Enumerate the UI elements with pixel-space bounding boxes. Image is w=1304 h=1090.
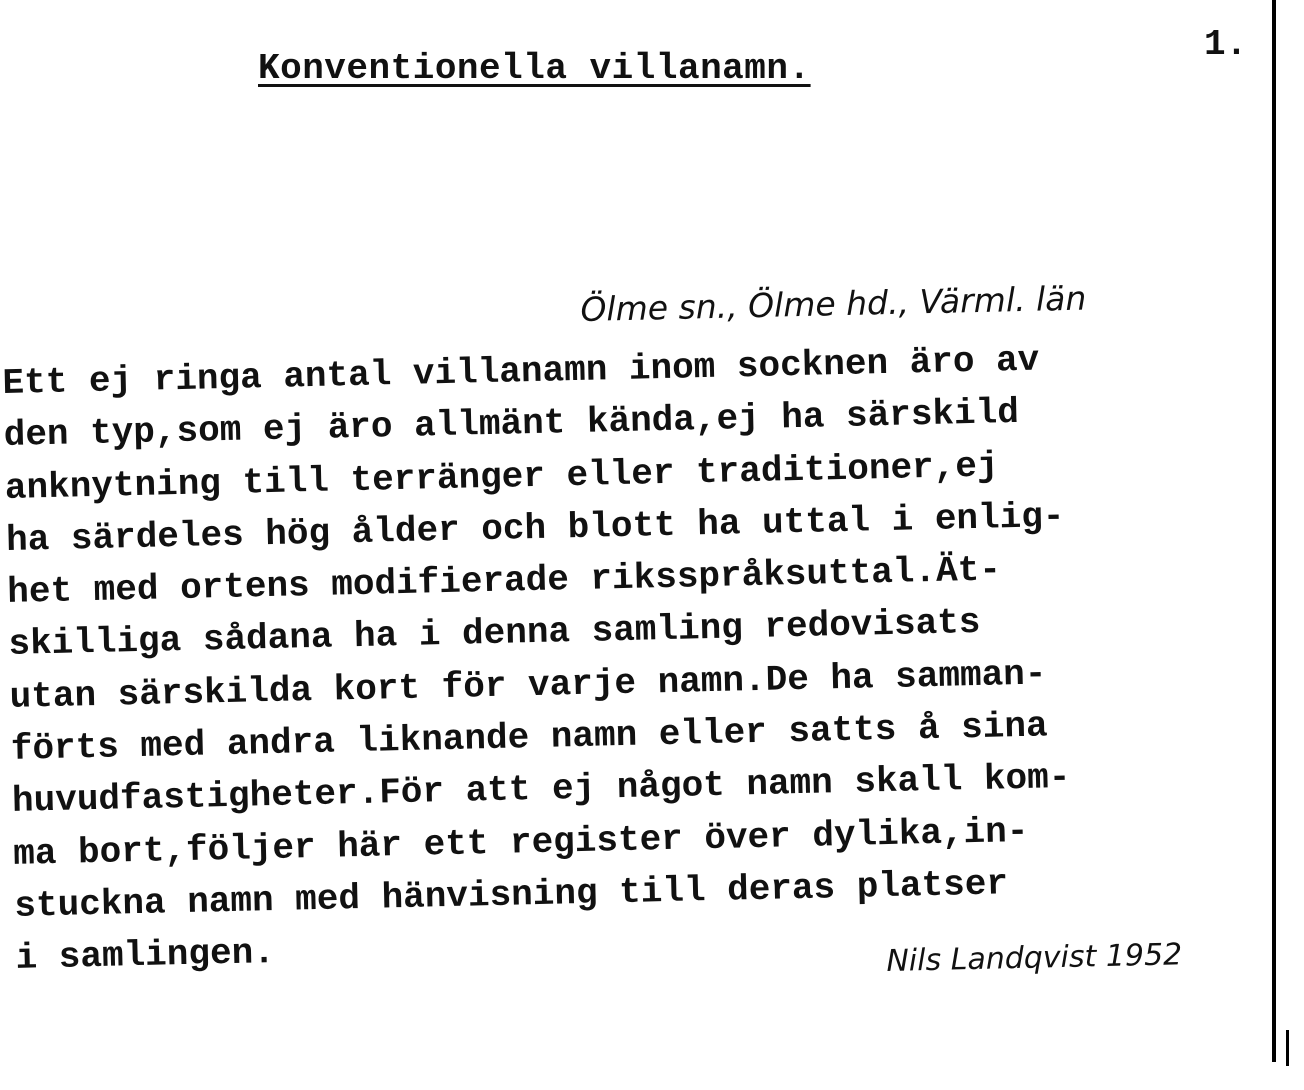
body-line: Ett ej ringa antal villanamn inom socknen äro av: [2, 339, 1040, 404]
location-stamp: Ölme sn., Ölme hd., Värml. län: [580, 278, 1087, 329]
card-title: Konventionella villanamn.: [258, 48, 811, 89]
card-edge-mark: [1286, 1030, 1289, 1066]
body-line: ha särdeles hög ålder och blott ha uttal i enlig-: [5, 495, 1065, 561]
signature-stamp: Nils Landqvist 1952: [886, 937, 1183, 979]
body-line: ma bort,följer här ett register över dylika,in-: [12, 810, 1029, 875]
card-body: [2, 334, 1075, 985]
page-number: 1.: [1204, 24, 1248, 65]
body-line: utan särskilda kort för varje namn.De ha samman-: [9, 653, 1047, 718]
body-line: huvudfastigheter.För att ej något namn skall kom-: [11, 757, 1071, 823]
card-edge-line: [1272, 0, 1276, 1062]
body-line: het med ortens modifierade riksspråksuttal.Ät-: [6, 549, 1002, 614]
body-line: stuckna namn med hänvisning till deras platser: [13, 863, 1009, 927]
body-line: skilliga sådana ha i denna samling redovisats: [8, 602, 981, 666]
body-line: anknytning till terränger eller traditioner,ej: [4, 445, 999, 509]
body-line: den typ,som ej äro allmänt kända,ej ha särskild: [3, 392, 1020, 457]
body-line: i samlingen.: [15, 932, 276, 980]
body-line: förts med andra liknande namn eller satts å sina: [10, 705, 1049, 770]
